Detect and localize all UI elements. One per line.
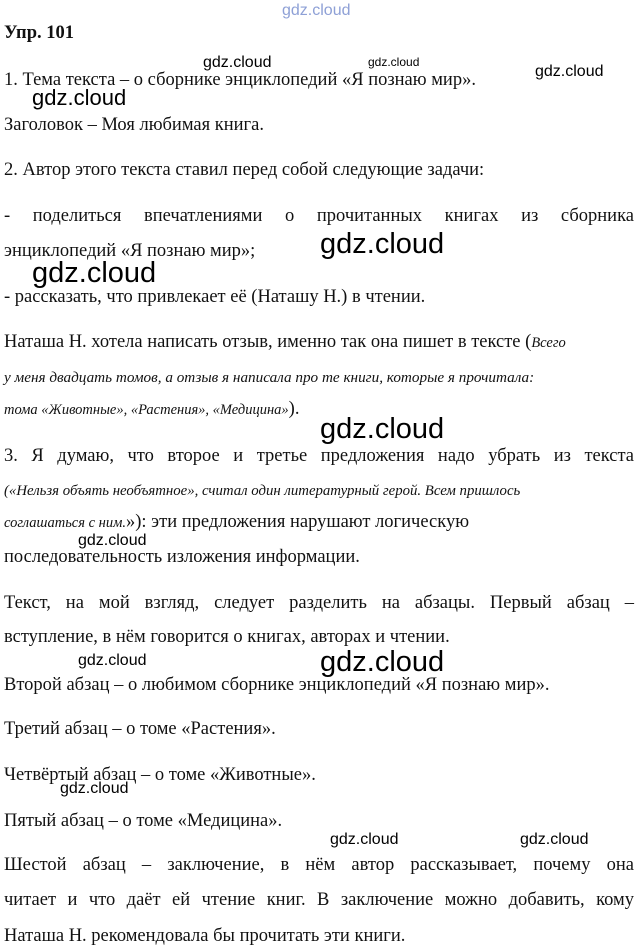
top-watermark: gdz.cloud bbox=[282, 2, 351, 19]
text-line-19: Пятый абзац – о томе «Медицина». bbox=[4, 811, 283, 831]
watermark: gdz.cloud bbox=[320, 413, 445, 445]
watermark: gdz.cloud bbox=[320, 646, 445, 678]
text-line-12-italic: соглашаться с ним. bbox=[4, 515, 126, 531]
text-line-12-main: »): эти предложения нарушают логическую bbox=[126, 512, 470, 532]
watermark: gdz.cloud bbox=[60, 780, 129, 797]
watermark: gdz.cloud bbox=[535, 63, 604, 80]
watermark: gdz.cloud bbox=[32, 85, 127, 110]
text-line-18: Четвёртый абзац – о томе «Животные». bbox=[4, 765, 316, 785]
text-line-17: Третий абзац – о томе «Растения». bbox=[4, 719, 276, 739]
text-line-13: последовательность изложения информации. bbox=[4, 547, 360, 567]
watermark: gdz.cloud bbox=[320, 228, 445, 260]
text-line-12 bbox=[4, 511, 634, 534]
text-line-14: Текст, на мой взгляд, следует разделить на абзацы. Первый абзац – bbox=[4, 593, 634, 613]
watermark: gdz.cloud bbox=[78, 532, 147, 549]
text-line-9-end: ). bbox=[288, 399, 300, 419]
text-line-8: у меня двадцать томов, а отзыв я написала про те книги, которые я прочитала: bbox=[4, 369, 535, 386]
text-line-3: 2. Автор этого текста ставил перед собой следующие задачи: bbox=[4, 160, 485, 180]
text-line-21: читает и что даёт ей чтение книг. В заключение можно добавить, кому bbox=[4, 890, 634, 910]
text-line-20: Шестой абзац – заключение, в нём автор рассказывает, почему она bbox=[4, 855, 634, 875]
watermark: gdz.cloud bbox=[203, 54, 272, 71]
text-line-1: 1. Тема текста – о сборнике энциклопедий «Я познаю мир». bbox=[4, 70, 476, 90]
text-line-7 bbox=[4, 331, 634, 354]
text-line-2: Заголовок – Моя любимая книга. bbox=[4, 115, 264, 135]
text-line-15: вступление, в нём говорится о книгах, авторах и чтении. bbox=[4, 627, 450, 647]
text-line-16: Второй абзац – о любимом сборнике энциклопедий «Я познаю мир». bbox=[4, 675, 550, 695]
text-line-10: 3. Я думаю, что второе и третье предложения надо убрать из текста bbox=[4, 446, 634, 466]
text-line-7-italic: Всего bbox=[531, 335, 566, 351]
watermark: gdz.cloud bbox=[520, 831, 589, 848]
text-line-22: Наташа Н. рекомендовала бы прочитать эти книги. bbox=[4, 926, 406, 946]
exercise-title: Упр. 101 bbox=[4, 23, 75, 43]
text-line-5: энциклопедий «Я познаю мир»; bbox=[4, 241, 256, 261]
text-line-6: - рассказать, что привлекает её (Наташу Н.) в чтении. bbox=[4, 287, 426, 307]
watermark: gdz.cloud bbox=[368, 55, 420, 69]
text-line-4: - поделиться впечатлениями о прочитанных книгах из сборника bbox=[4, 206, 634, 226]
text-line-7-main: Наташа Н. хотела написать отзыв, именно так она пишет в тексте ( bbox=[4, 332, 532, 352]
text-line-9-italic: тома «Животные», «Растения», «Медицина» bbox=[4, 402, 289, 418]
watermark: gdz.cloud bbox=[78, 652, 147, 669]
watermark: gdz.cloud bbox=[330, 831, 399, 848]
text-line-9 bbox=[4, 398, 634, 421]
watermark: gdz.cloud bbox=[32, 257, 157, 289]
text-line-11: («Нельзя объять необъятное», считал один литературный герой. Всем пришлось bbox=[4, 483, 521, 499]
